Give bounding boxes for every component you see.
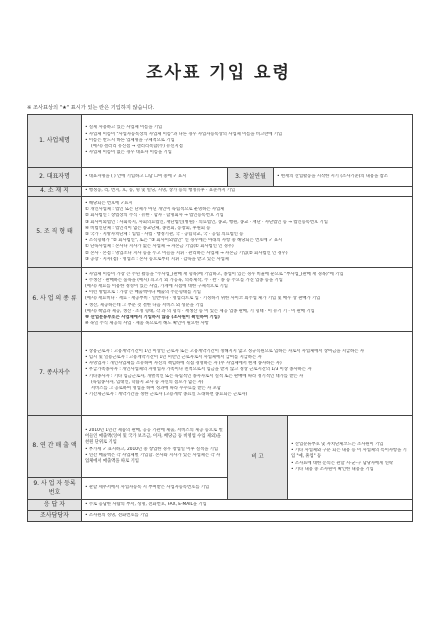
row-label: 응 답 자 (28, 500, 82, 511)
content-line: ※ 산업분류부호는 사업체에서 기입하지 않음 (조사원이 확인하여 기입) (85, 315, 220, 321)
content-line: • 임시 및 일용근로자 : 고용계약기간이 1년 미만인 근로자로서 사업체에서 급여를 지급하는 자 (85, 354, 262, 360)
content-line: (예시) 재료비나 · 재료 · 재공부비 · 일반이나 · 영업리트로 입 · 기정하기 위한 사이코 외주업 체가 기입 및 매우 상 판매가 기입 (85, 296, 321, 302)
row-organization-type (28, 197, 413, 268)
content-line: • 기타종사자 : 기타 임금근로자, 개별적인 또는 독립적인 종사자로서 실적 또는 판매에 따라 정기적인 대가를 받는 자 (85, 373, 304, 379)
content-line: • 기타 내용 중 조사원이 확인한 내용을 기입 (291, 466, 374, 472)
content-line: • 주생산 · 판매하는 품목을 (예시) 쇠고기 외 가공육, 의복제작, 주 · 완 · 종 등 주요를 가진 업종 등을 기입 (85, 277, 283, 283)
content-line: (예시) 재료를 이용한 정성이 있는 사업, 가게에 시점에 대한 구체적으로 기입 (85, 283, 228, 289)
content-line: ※ 독일 주식 제공의 사업 · 제품 목으로서 해도 확인이 필요한 사항 (85, 321, 209, 327)
row-label: 9. 사 업 자 등록번호 (28, 478, 82, 500)
row-label: 7. 종사자수 (28, 332, 82, 416)
content-line: ③ 공장 · 지사(점) · 영업소 : 본사 등으로부터 지휘 · 감독을 받고 있는 사업체 (85, 256, 229, 262)
content-line: • 상용근로자 : 고용계약기간이 1년 이상인 근로자 또는 고용계약기간이 정해지지 않고 정규직원으로 임하는 자로서 사업체에서 상여금을 지급하는 자 (85, 348, 364, 354)
content-line: (독립종사자, 임대인, 학습지 교사 등 자신의 점포가 없는 자) (91, 379, 204, 385)
content-line: • 부가세 ✓ 표시하고, 2010년 중 창업한 경우 창업일 이후 실적을 기입 (85, 446, 219, 452)
content-line: (예시) 갤러리 유신점 → 갤러리복합(주) 유신지점 (91, 144, 183, 150)
row-label: 8. 연 간 매 출 액 (28, 416, 82, 478)
content-line: 서비스를 그 공로하여 영업을 하여 성과에 따라 수수료를 받는 자 포함 (91, 385, 221, 391)
row-content (82, 500, 413, 511)
row-employees (28, 332, 413, 416)
remarks-label: 비 고 (228, 416, 288, 500)
content-line: • 2010년 1년간 제품의 판매, 공공 기관에 제출, 서비스의 제공 등으로 벌어들인 매출액(잉여 및 국가 보조금, 이자, 배당금 등 비영업 수입 제외)을 천원 단위로 기입 (85, 427, 223, 446)
content-line: • 조직형태가 "② 회사법인", 또는 "③ 회사이외법인" 인 경우에는 아래의 사항 중 해당되는 번호에 ✓ 표시 (85, 238, 283, 244)
content-line: • 기간제근로자 : 계약기간을 정한 근로자 (고용계약 종료일 도래하면 종료되는 근로자) (85, 392, 248, 398)
content-line: • 생산, 제공하는데 그 부분 것 결한 다음 서비스 외 성분을 기입 (85, 302, 204, 308)
content-line: • 이름은 반드시 바른 업체명을 구체적으로 기입 (85, 137, 175, 143)
row-content (82, 197, 413, 268)
row-content (82, 511, 413, 522)
content-line: • 연간 매출액은 각 사업체별 기입함. 본사와 지사가 있는 사업체는 각 사업체에서 매출액을 따로 기입 (85, 452, 221, 464)
row-content (82, 416, 228, 478)
row-label: 4. 소 재 지 (28, 187, 82, 197)
content-line: • 무급가족종사자 : 개인사업체의 자영업자 가족이나 친척으로서 임금을 받지 않고 정상 근로시간의 1/3 이상 종사하는 자 (85, 367, 312, 373)
content-line: • 관할 세무서에서 사업자등록 시 부여받은 사업자등록번호를 기입 (85, 485, 210, 491)
content-line: • 조사표에 대한 문의는 관할 시·군·구 담당자에게 연락 (291, 460, 393, 466)
row-content (82, 115, 413, 168)
content-line: ① 단독사업체 : 본사나 지사가 없는 사업체 → 자본금 기입(① 회사법인 인 경우) (85, 244, 234, 250)
row-label: 6. 사 업 의 종 류 (28, 268, 82, 332)
row-label: 조사담당자 (28, 511, 82, 522)
row-content (82, 187, 413, 197)
instruction-note: ※ 조사표상의 "★" 표시가 있는 란은 기입하지 않습니다. (27, 105, 155, 111)
row-content (82, 268, 413, 332)
content-line: • 행정동, 리, 번지, 호, 동, 명 및 빌딩, 시명, 상가 등의 행정유후 · 표준까지 기입 (85, 188, 236, 194)
content-line: • 사업체 이름이 없는 경우 대표자 이름을 기입 (85, 150, 172, 156)
row-address (28, 187, 413, 197)
content-line: ④ 비법인단체 : 법인격이 없는 종교단체, 종친회, 동창회, 후원회 등 (85, 225, 211, 231)
content-line: • 조사원의 성명, 전화번호를 기입 (85, 512, 149, 518)
row-content (82, 478, 228, 500)
content-line: • 자영업자 : 개인사업체를 소유하여 자신의 책임하에 직접 경영하는 자 (무 사업체에서 현재 종사하는 자) (85, 361, 282, 367)
content-line: ② 본사 · 본점 : 영업소나 지사 등을 두고 이들을 지휘 · 관리하는 사업체 → 자본금 기입(② 회사법인 인 경우) (85, 250, 288, 256)
content-line: • 주로 응답한 사람의 부서, 성명, 전화번호, FAX, E-MAIL을 기입 (85, 501, 207, 507)
row-label: 2. 대표자명 (28, 168, 82, 187)
content-line: • 사업체 이름이 "사업자등록상의 사업체 이름"과 다른 경우 사업자등록상의 사업체 이름을 비고란에 기입 (85, 131, 283, 137)
content-line: • 이런 방법으로 : 가장 큰 매출액이나 매출의 주문형태를 기입 (85, 290, 201, 296)
remarks-content (288, 416, 413, 500)
row-label: 3. 창설연월 (228, 168, 274, 187)
row-content (274, 168, 413, 187)
row-business-type (28, 268, 413, 332)
row-content (82, 332, 413, 416)
instruction-table (27, 114, 413, 522)
content-line: ① 개인사업체 : 법인 또는 단체가 아닌 개인이 독립적으로 운영하는 사업체 (85, 207, 225, 213)
content-line: • 실제 사용하고 있는 사업체 이름을 기입 (85, 125, 163, 131)
content-line: • 해당되는 번호에 ✓표시 (85, 200, 133, 206)
row-label: 1. 사업체명 (28, 115, 82, 168)
row-representative (28, 168, 413, 187)
content-line: • 산업분류부호 및 자치단체코드는 조사원이 기입 (291, 441, 384, 447)
content-line: ② 회사법인 : 상법상의 주식 · 유한 · 합자 · 합명회사 → 법인등록번호 기입 (85, 213, 224, 219)
content-line: ③ 회사이외법인 : 사회복지, 사회의료법인, 재단법인(병원) · 의료법인, 종교, 행원, 종교 · 재단 · 사단법인 등 → 법인등록번호 기입 (85, 219, 328, 225)
page-title: 조사표 기입 요령 (146, 63, 291, 83)
row-content (82, 168, 228, 187)
row-surveyor (28, 511, 413, 522)
row-annual-sales (28, 416, 413, 478)
content-line: ⑤ 국가 · 지방자치단체 : 입법 · 사법 · 행정기관, 국 · 공립학교, 국 · 공립 의료법인 등 (85, 232, 244, 237)
content-line: • 사업체 이름이 가장 큰 주된 활동을 "주사업_(판매 재 형목)에 기입하고, 종업이 있는 경우 비율에 순으로 "부사업_(판매 재 경목)"에 기입 (85, 271, 344, 277)
content-line: • 기타 사업체와 구분 되는 내용 등 이 사업체의 특이사항을 기입 "예, 휴업" 등 (291, 448, 407, 460)
row-business-name (28, 115, 413, 168)
content-line: • 대표자명을 ( ) 안에 기입하고 ☐남 ☐여 중에 ✓ 표시 (85, 173, 187, 179)
content-line: (예시) 책임과 제공, 생산 · 조정 형태, 각 과 의 형식 · 재생산 등 이 있는 제공 업종 판매, 기 형태 · 이 유기 기 · 이 판매 기입 (85, 308, 315, 314)
row-label: 5. 조 직 형 태 (28, 197, 82, 268)
content-line: • 현재의 산업활동을 시작한 시기 (조사기준)의 내용을 참조 (277, 173, 388, 179)
row-respondent (28, 500, 413, 511)
